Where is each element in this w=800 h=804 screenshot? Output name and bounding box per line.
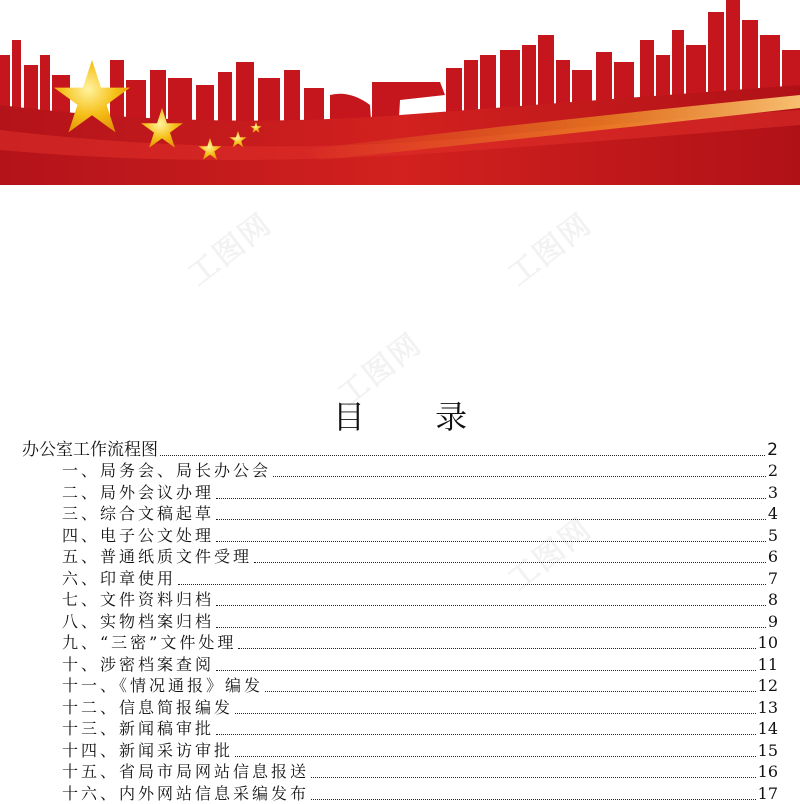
dot-leader (235, 713, 756, 714)
toc-entry[interactable] (22, 503, 778, 525)
toc-entry[interactable] (22, 653, 778, 675)
dot-leader (235, 756, 756, 757)
toc-entry[interactable] (22, 761, 778, 783)
table-of-contents (22, 438, 778, 804)
toc-entry-label: 十一、《情况通报》编发 (62, 676, 264, 695)
toc-entry-page-number: 4 (767, 504, 778, 523)
toc-entry-page-number: 17 (757, 783, 778, 803)
dot-leader (273, 476, 766, 477)
dot-leader (216, 670, 756, 671)
toc-entry[interactable] (22, 481, 778, 503)
toc-entry-page-number: 2 (767, 439, 778, 460)
toc-entry-page-number: 12 (757, 676, 778, 695)
watermark: 工图网 (331, 326, 429, 414)
toc-entry-page-number: 16 (757, 762, 778, 781)
toc-entry-label: 十六、内外网站信息采编发布 (62, 783, 310, 803)
watermark: 工图网 (501, 511, 599, 599)
dot-leader (265, 691, 756, 692)
toc-entry-page-number: 9 (767, 611, 778, 631)
toc-entry-page-number: 10 (757, 633, 778, 652)
toc-entry-page-number: 11 (757, 654, 778, 674)
toc-entry[interactable] (22, 567, 778, 589)
dot-leader (311, 777, 756, 778)
dot-leader (254, 562, 766, 563)
toc-entry[interactable] (22, 632, 778, 654)
toc-entry-page-number: 6 (767, 547, 778, 566)
toc-entry[interactable] (22, 696, 778, 718)
toc-entry-label: 十四、新闻采访审批 (62, 740, 234, 760)
toc-entry-label: 十二、信息简报编发 (62, 697, 234, 717)
watermark: 工图网 (501, 206, 599, 294)
dot-leader (216, 519, 766, 520)
toc-entry[interactable] (22, 782, 778, 804)
dot-leader (216, 498, 766, 499)
dot-leader (311, 799, 756, 800)
toc-entry[interactable] (22, 739, 778, 761)
toc-entry-label: 十三、新闻稿审批 (62, 719, 215, 738)
toc-entry[interactable] (22, 675, 778, 697)
dot-leader (178, 584, 766, 585)
toc-entry[interactable] (22, 438, 778, 460)
toc-entry-page-number: 13 (757, 697, 778, 717)
toc-entry-page-number: 5 (767, 525, 778, 545)
toc-entry[interactable] (22, 718, 778, 740)
toc-entry[interactable] (22, 524, 778, 546)
toc-entry[interactable] (22, 460, 778, 482)
toc-entry[interactable] (22, 589, 778, 611)
toc-entry[interactable] (22, 546, 778, 568)
toc-entry-page-number: 3 (767, 482, 778, 502)
toc-entry-label: 八、实物档案归档 (62, 611, 215, 631)
toc-entry-page-number: 15 (757, 740, 778, 760)
dot-leader (216, 605, 766, 606)
toc-entry-page-number: 14 (757, 719, 778, 738)
toc-entry-label: 五、普通纸质文件受理 (62, 547, 253, 566)
toc-entry-label: 十、涉密档案查阅 (62, 654, 215, 674)
toc-entry[interactable] (22, 610, 778, 632)
toc-entry-page-number: 7 (767, 568, 778, 588)
dot-leader (216, 541, 766, 542)
dot-leader (216, 627, 766, 628)
toc-entry-label: 一、局务会、局长办公会 (62, 461, 272, 480)
toc-entry-page-number: 8 (767, 590, 778, 609)
dot-leader (238, 648, 755, 649)
toc-entry-label: 十五、省局市局网站信息报送 (62, 762, 310, 781)
dot-leader (160, 455, 765, 456)
toc-title: 目 录 (332, 398, 498, 436)
header-banner (0, 0, 800, 185)
toc-entry-label: 二、局外会议办理 (62, 482, 215, 502)
dot-leader (216, 734, 756, 735)
toc-entry-page-number: 2 (767, 461, 778, 480)
toc-entry-label: 三、综合文稿起草 (62, 504, 215, 523)
toc-entry-label: 办公室工作流程图 (22, 439, 158, 460)
toc-entry-label: 七、文件资料归档 (62, 590, 215, 609)
toc-entry-label: 六、印章使用 (62, 568, 177, 588)
toc-entry-label: 九、“三密”文件处理 (62, 633, 237, 652)
watermark: 工图网 (181, 206, 279, 294)
toc-entry-label: 四、电子公文处理 (62, 525, 215, 545)
